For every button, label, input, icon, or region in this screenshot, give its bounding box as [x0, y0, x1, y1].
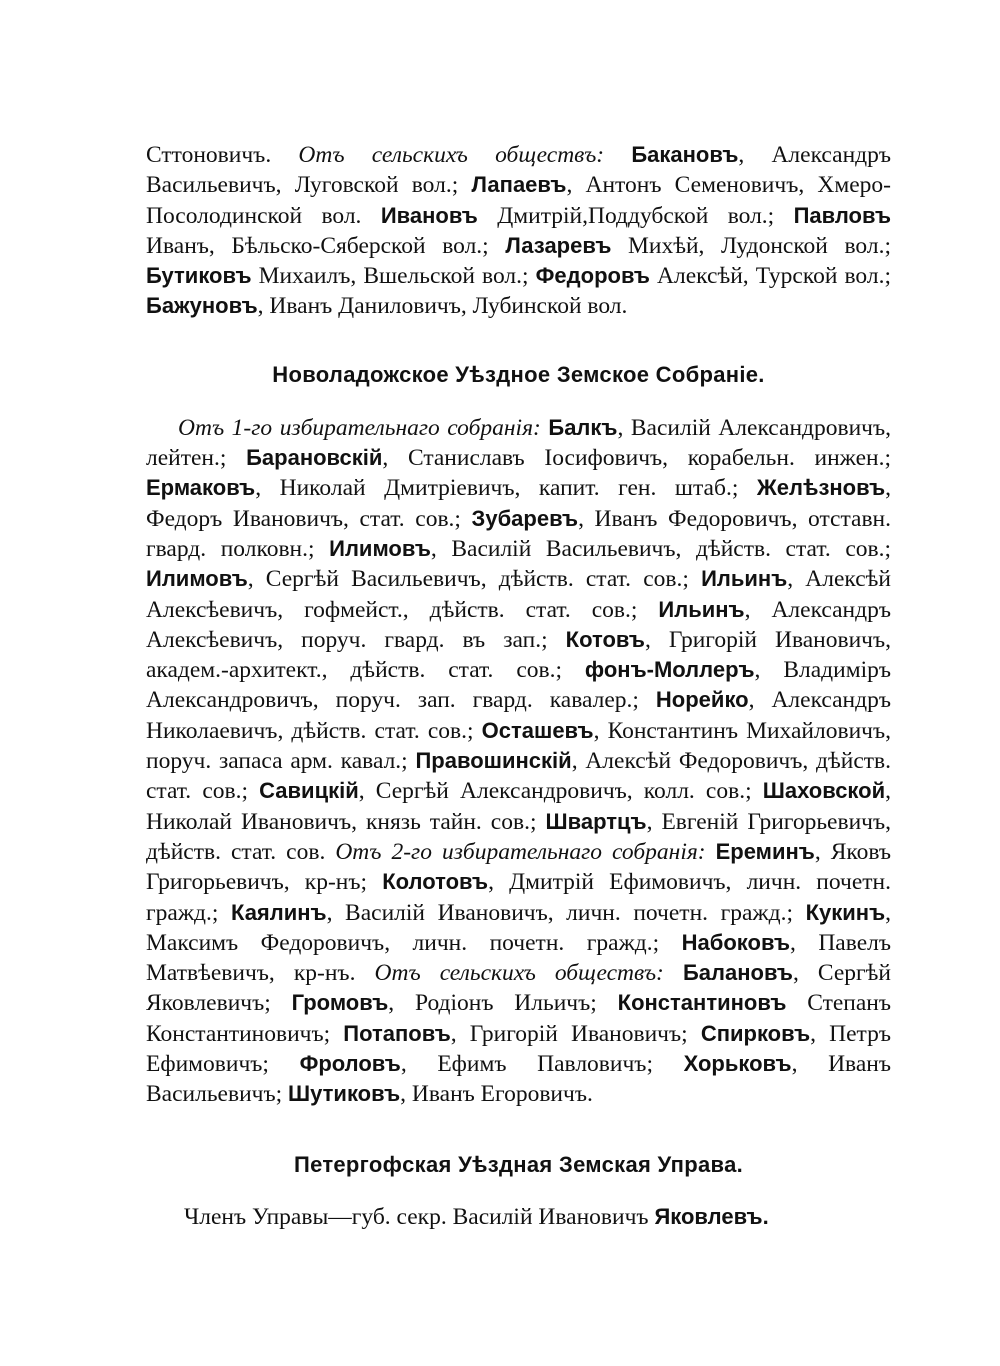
text-run: , Федоръ Ивановичъ, стат. сов.; [146, 475, 891, 532]
bold-surname: Бутиковъ [146, 263, 252, 289]
text-run: , Николай Ивановичъ, князь тайн. сов.; [146, 778, 891, 835]
bold-surname: Котовъ [565, 626, 645, 652]
bold-surname: Шаховской [762, 778, 886, 804]
italic-phrase: Отъ 2-го избирательнаго собранія: [335, 838, 706, 865]
text-run: , Константинъ Михайловичъ, поруч. запаса арм. кавал.; [146, 717, 891, 775]
text-run: , Владиміръ Александровичъ, поруч. зап. гвард. кавалер.; [146, 657, 891, 714]
bold-surname: Барановскій [246, 445, 383, 471]
bold-surname: Желѣзновъ [756, 475, 886, 501]
text-run: Членъ Управы—губ. секр. Василій Ивановичъ [184, 1203, 655, 1230]
bold-surname: Ермаковъ [146, 475, 256, 501]
bold-surname: Ереминъ [715, 838, 815, 864]
text-run: Сттоновичъ. [146, 142, 299, 168]
novoladozhskoe-members-paragraph [146, 413, 891, 1110]
text-run: , Григорій Ивановичъ, академ.-архитект., дѣйств. стат. сов.; [146, 626, 892, 684]
text-run: , Иванъ Васильевичъ; [146, 1051, 891, 1108]
text-run [604, 142, 631, 168]
bold-surname: Каялинъ [231, 899, 327, 925]
bold-surname: Норейко [655, 687, 749, 713]
text-run: Алексѣй, Турской вол.; [649, 263, 891, 290]
text-run: , Василій Александровичъ, лейтен.; [146, 414, 891, 472]
bold-surname: Федоровъ [535, 263, 650, 289]
bold-surname: Балановъ [682, 960, 793, 986]
text-run: , Павелъ Матвѣевичъ, кр-нъ. [146, 929, 892, 987]
text-run: , Родіонъ Ильичъ; [388, 990, 618, 1017]
document-page [146, 140, 891, 1232]
bold-surname: Ильинъ [658, 596, 745, 622]
bold-surname: Лапаевъ [471, 172, 567, 198]
text-run: Иванъ, Бѣльско-Сяберской вол.; [146, 232, 506, 259]
text-run: , Алексѣй Алексѣевичъ, гофмейст., дѣйств. стат. сов.; [146, 566, 891, 623]
bold-surname: Хорьковъ [683, 1051, 792, 1077]
bold-surname: фонъ-Моллеръ [584, 657, 755, 683]
text-run: , Яковъ Григорьевичъ, кр-нъ; [146, 838, 892, 896]
bold-surname: Спирковъ [700, 1020, 811, 1046]
bold-surname: Константиновъ [617, 990, 787, 1016]
bold-surname: Швартцъ [545, 808, 647, 834]
bold-surname: Шутиковъ [288, 1081, 401, 1107]
text-run: , Дмитрій Ефимовичъ, личн. почетн. гражд.; [146, 869, 891, 926]
bold-surname: Павловъ [793, 202, 892, 228]
bold-surname: Бакановъ [631, 142, 739, 167]
text-run: , Александръ Николаевичъ, дѣйств. стат. сов.; [146, 687, 891, 744]
text-run: , Ефимъ Павловичъ; [400, 1051, 684, 1078]
text-run: , Евгеній Григорьевичъ, дѣйств. стат. сов. [146, 808, 891, 865]
text-run: Степанъ Константиновичъ; [146, 990, 891, 1047]
bold-surname: Савицкій [259, 778, 359, 804]
bold-surname: Балкъ [548, 414, 618, 440]
text-run: , Петръ Ефимовичъ; [146, 1020, 891, 1078]
text-run: , Алексѣй Федоровичъ, дѣйств. стат. сов.; [146, 748, 891, 805]
bold-surname: Колотовъ [382, 869, 489, 895]
intro-paragraph [146, 140, 891, 322]
bold-surname: Зубаревъ [471, 505, 579, 531]
bold-surname: Бажуновъ [146, 293, 258, 319]
bold-surname: Илимовъ [329, 535, 431, 561]
text-run: , Иванъ Федоровичъ, отставн. гвард. полковн.; [146, 505, 891, 562]
bold-surname: Кукинъ [805, 899, 886, 925]
text-run: , Станиславъ Іосифовичъ, корабельн. инжен.; [382, 445, 891, 472]
bold-surname: Громовъ [291, 990, 389, 1016]
text-run: , Антонъ Семеновичъ, Хмеро-Посолодинской вол. [146, 172, 892, 229]
bold-surname: Ильинъ [701, 566, 788, 592]
text-run: , Максимъ Федоровичъ, личн. почетн. гражд.; [146, 899, 891, 956]
bold-surname: Лазаревъ [505, 232, 612, 258]
text-run: Дмитрій,Поддубской вол.; [477, 202, 794, 229]
text-run: , Иванъ Даниловичъ, Лубинской вол. [257, 293, 628, 320]
text-run [706, 839, 716, 865]
bold-surname: Потаповъ [343, 1020, 451, 1046]
bold-surname: Фроловъ [299, 1051, 401, 1077]
text-run: , Александръ Алексѣевичъ, поруч. гвард. въ зап.; [146, 596, 891, 653]
text-run: , Александръ Васильевичъ, Луговской вол.; [146, 142, 891, 199]
text-run: Михаилъ, Вшельской вол.; [251, 263, 536, 290]
bold-surname: Набоковъ [681, 929, 790, 955]
bold-surname: Илимовъ [146, 566, 248, 592]
text-run: , Василій Васильевичъ, дѣйств. стат. сов.; [430, 535, 892, 562]
text-run: , Василій Ивановичъ, личн. почетн. гражд.; [326, 899, 806, 926]
uprava-member-line [146, 1202, 891, 1232]
bold-surname: Ивановъ [380, 202, 478, 228]
bold-surname: Правошинскій [415, 748, 572, 774]
bold-surname: Яковлевъ. [654, 1203, 769, 1229]
text-run: , Сергѣй Александровичъ, колл. сов.; [358, 778, 763, 805]
text-run: , Григорій Ивановичъ; [450, 1020, 701, 1047]
text-run [664, 960, 683, 986]
text-run: , Сергѣй Васильевичъ, дѣйств. стат. сов.; [247, 566, 702, 593]
text-run: , Сергѣй Яковлевичъ; [146, 960, 891, 1017]
text-run: , Николай Дмитріевичъ, капит. ген. штаб.; [255, 475, 757, 502]
italic-phrase: Отъ 1-го избирательнаго собранія: [178, 414, 541, 441]
section-heading-novoladozhskoe: Новоладожское Уѣздное Земское Собраніе. [272, 361, 765, 387]
italic-phrase: Отъ сельскихъ обществъ: [298, 142, 605, 168]
text-run: Михѣй, Лудонской вол.; [611, 232, 891, 259]
section-heading-petergofskaya: Петергофская Уѣздная Земская Управа. [293, 1151, 744, 1177]
bold-surname: Осташевъ [481, 717, 594, 743]
italic-phrase: Отъ сельскихъ обществъ: [374, 960, 664, 987]
text-run: , Иванъ Егоровичъ. [400, 1081, 593, 1108]
